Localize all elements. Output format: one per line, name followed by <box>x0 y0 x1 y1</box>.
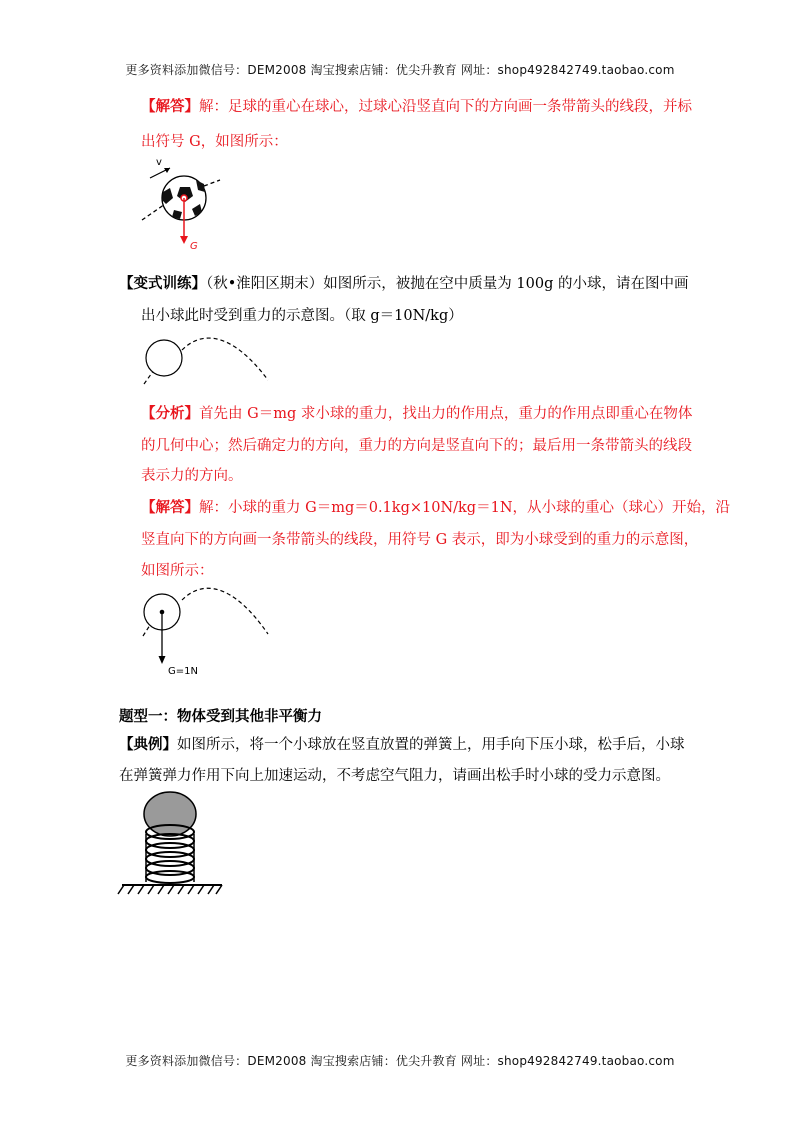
soccer-ball-figure <box>140 154 230 254</box>
answer-2-tag: 【解答】 <box>141 499 199 516</box>
gravity-label: G <box>190 241 198 252</box>
answer-2-text-1: 解：小球的重力 G＝mg＝0.1kg×10N/kg＝1N，从小球的重心（球心）开始，沿 <box>199 500 731 516</box>
answer-1-text-1: 解：足球的重心在球心，过球心沿竖直向下的方向画一条带箭头的线段，并标 <box>199 99 692 115</box>
answer-1-line-1 <box>141 97 692 117</box>
answer-2-line-3: 如图所示： <box>141 563 214 579</box>
variant-line-1 <box>119 274 688 294</box>
answer-tag: 【解答】 <box>141 98 199 115</box>
example-line-1 <box>119 735 685 755</box>
example-line-2: 在弹簧弹力作用下向上加速运动，不考虑空气阻力，请画出松手时小球的受力示意图。 <box>119 768 670 784</box>
thrown-ball-figure <box>140 336 270 386</box>
page-header: 更多资料添加微信号：DEM2008 淘宝搜索店铺：优尖升教育 网址：shop492842749.taobao.com <box>125 63 675 77</box>
gravity-ball-figure <box>140 586 270 676</box>
analysis-line-3: 表示力的方向。 <box>141 468 243 484</box>
spring-ball-figure <box>118 788 228 903</box>
variant-tag: 【变式训练】 <box>119 275 206 292</box>
analysis-text-1: 首先由 G＝mg 求小球的重力，找出力的作用点，重力的作用点即重心在物体 <box>199 406 693 422</box>
analysis-line-2: 的几何中心；然后确定力的方向，重力的方向是竖直向下的；最后用一条带箭头的线段 <box>141 438 692 454</box>
example-tag: 【典例】 <box>119 736 177 753</box>
analysis-tag: 【分析】 <box>141 405 199 422</box>
answer-2-line-2: 竖直向下的方向画一条带箭头的线段，用符号 G 表示，即为小球受到的重力的示意图， <box>141 532 699 548</box>
section-title: 题型一：物体受到其他非平衡力 <box>119 709 322 725</box>
variant-line-2: 出小球此时受到重力的示意图。（取 g＝10N/kg） <box>141 308 463 324</box>
velocity-label: v <box>156 157 162 168</box>
answer-2-line-1 <box>141 498 730 518</box>
variant-text-1: （秋•淮阳区期末）如图所示，被抛在空中质量为 100g 的小球，请在图中画 <box>206 276 689 292</box>
example-text-1: 如图所示，将一个小球放在竖直放置的弹簧上，用手向下压小球，松手后，小球 <box>177 737 685 753</box>
gravity-value-label: G=1N <box>168 666 198 677</box>
page-footer: 更多资料添加微信号：DEM2008 淘宝搜索店铺：优尖升教育 网址：shop492842749.taobao.com <box>125 1054 675 1068</box>
analysis-line-1 <box>141 404 692 424</box>
answer-1-line-2: 出符号 G，如图所示： <box>141 134 288 150</box>
